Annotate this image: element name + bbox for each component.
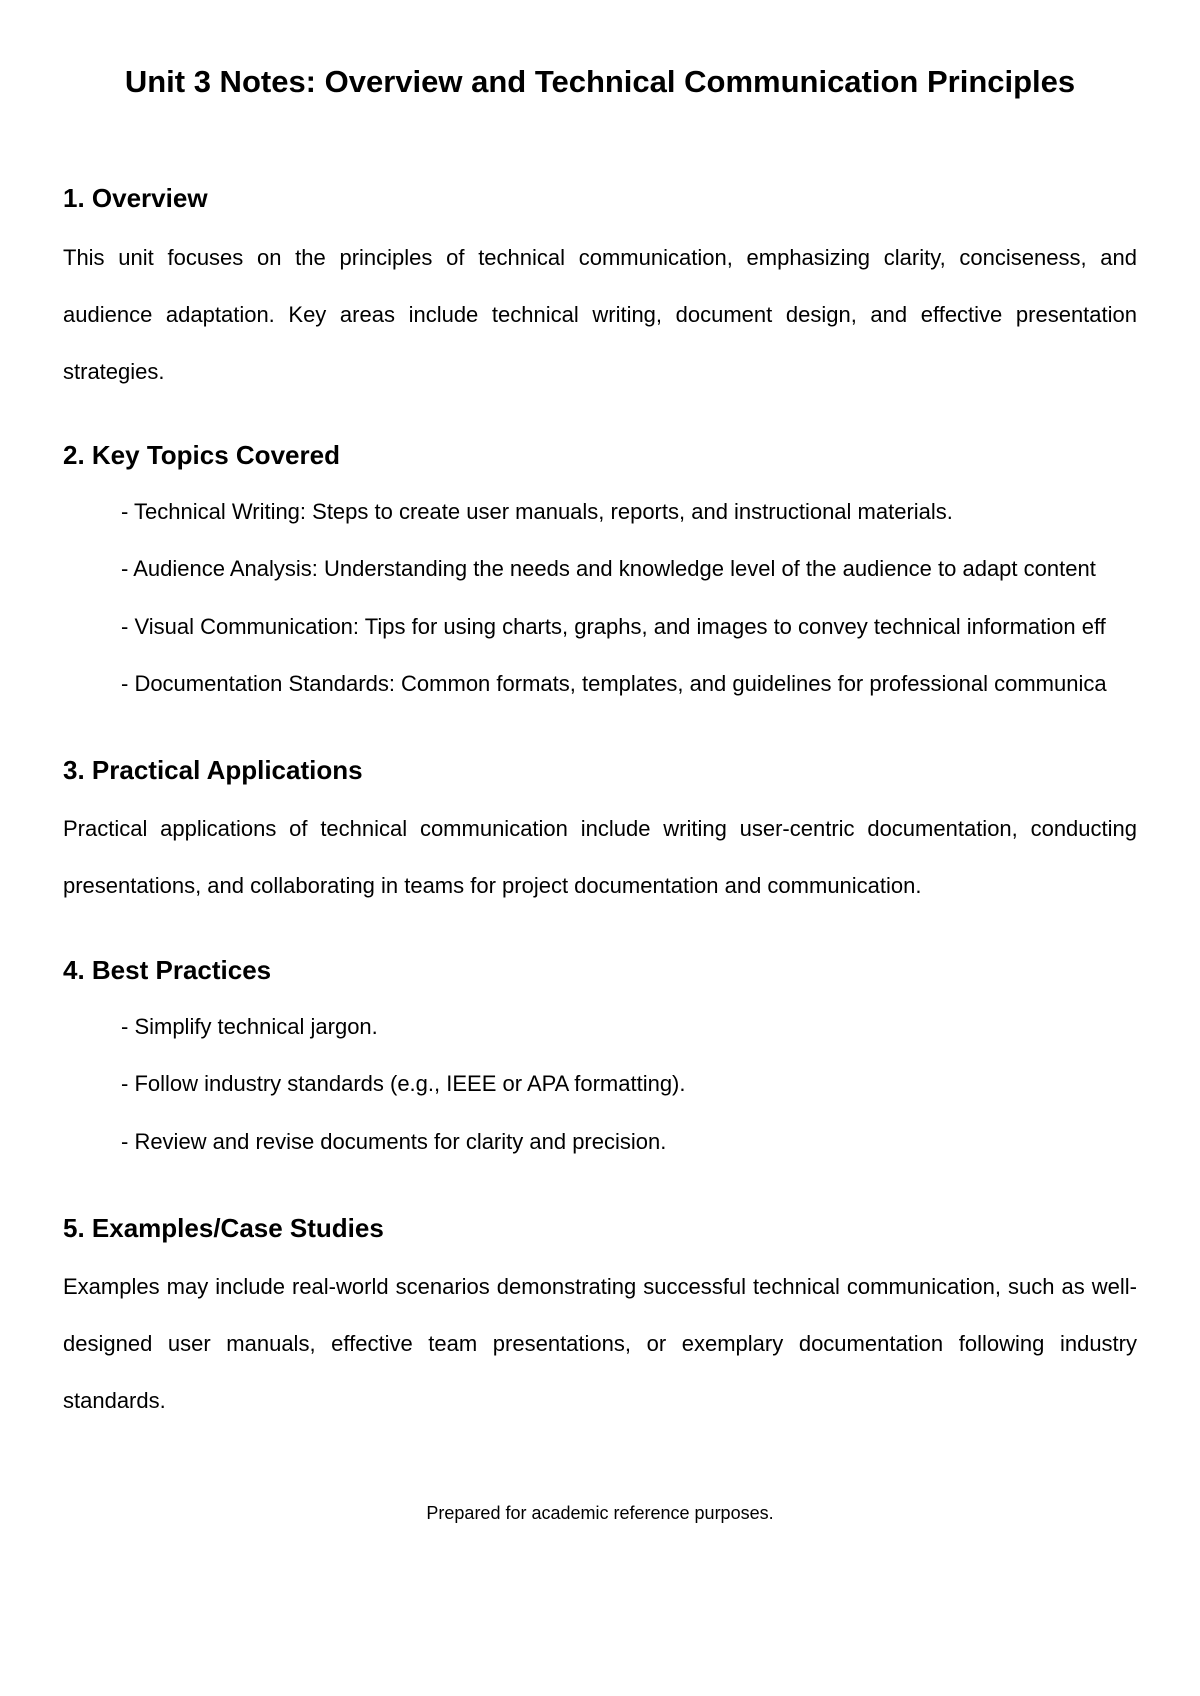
list-item: - Simplify technical jargon. <box>121 1014 378 1039</box>
list-item: - Visual Communication: Tips for using charts, graphs, and images to convey technical information eff <box>121 614 1106 639</box>
section-heading-practical-applications: 3. Practical Applications <box>63 755 363 785</box>
list-item: - Technical Writing: Steps to create user manuals, reports, and instructional materials. <box>121 499 953 524</box>
section-heading-best-practices: 4. Best Practices <box>63 955 272 985</box>
examples-paragraph: Examples may include real-world scenarios demonstrating successful technical communication, such as well-designed user manuals, effective team presentations, or exemplary documentation following industry standards. <box>63 1274 1137 1413</box>
list-item: - Follow industry standards (e.g., IEEE or APA formatting). <box>121 1071 686 1096</box>
footer-note: Prepared for academic reference purposes. <box>426 1503 774 1523</box>
section-heading-examples: 5. Examples/Case Studies <box>63 1213 384 1243</box>
overview-paragraph: This unit focuses on the principles of technical communication, emphasizing clarity, conciseness, and audience adaptation. Key areas include technical writing, document design, and effective presentation strategies. <box>63 245 1137 384</box>
section-heading-key-topics: 2. Key Topics Covered <box>63 440 340 470</box>
list-item: - Review and revise documents for clarity and precision. <box>121 1129 667 1154</box>
list-item: - Audience Analysis: Understanding the needs and knowledge level of the audience to adapt content <box>121 556 1096 581</box>
practical-applications-paragraph: Practical applications of technical communication include writing user-centric documentation, conducting presentations, and collaborating in teams for project documentation and communication. <box>63 816 1137 898</box>
page-title: Unit 3 Notes: Overview and Technical Communication Principles <box>124 64 1076 99</box>
list-item: - Documentation Standards: Common formats, templates, and guidelines for professional communica <box>121 671 1107 696</box>
section-heading-overview: 1. Overview <box>63 183 208 213</box>
